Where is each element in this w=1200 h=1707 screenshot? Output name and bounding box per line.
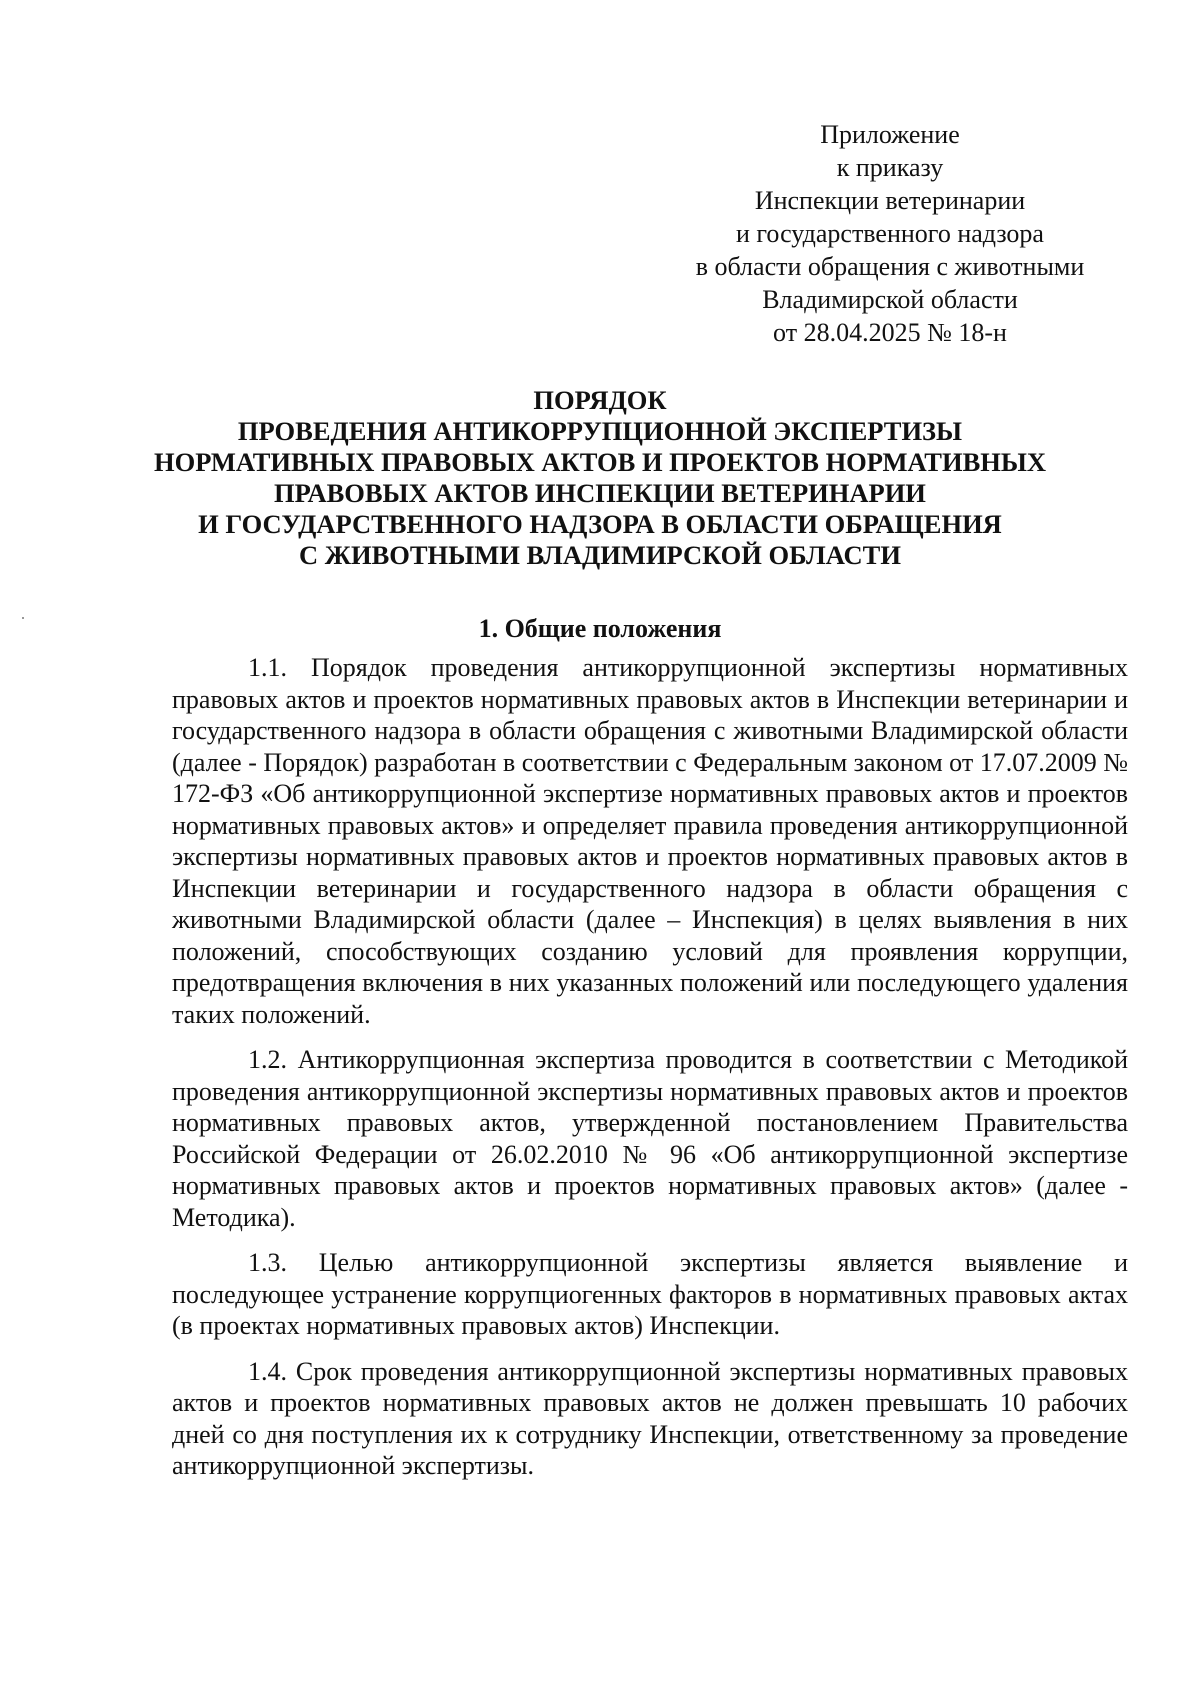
- appendix-line: Владимирской области: [762, 285, 1018, 314]
- appendix-line: от 28.04.2025 № 18-н: [773, 318, 1007, 347]
- paragraph-number: 1.4.: [248, 1356, 287, 1386]
- title-line: ПРАВОВЫХ АКТОВ ИНСПЕКЦИИ ВЕТЕРИНАРИИ: [274, 478, 926, 508]
- paragraph-text: Срок проведения антикоррупционной экспертизы нормативных правовых актов и проектов нормативных правовых актов не должен превышать 10 рабочих дней со дня поступления их к сотруднику Инспекции, ответственному за проведение антикоррупционной экспертизы.: [172, 1356, 1128, 1480]
- document-title: [130, 385, 1070, 571]
- scan-speck: [22, 617, 24, 619]
- appendix-line: и государственного надзора: [736, 219, 1044, 248]
- appendix-line: Приложение: [820, 120, 960, 149]
- title-line: И ГОСУДАРСТВЕННОГО НАДЗОРА В ОБЛАСТИ ОБРАЩЕНИЯ: [198, 509, 1002, 539]
- paragraph-1-2: [172, 1044, 1128, 1233]
- paragraph-text: Порядок проведения антикоррупционной экспертизы нормативных правовых актов и проектов нормативных правовых актов в Инспекции ветеринарии и государственного надзора в области обращения с животными Владимирской области (далее - Порядок) разработан в соответствии с Федеральным законом от 17.07.2009 № 172-ФЗ «Об антикоррупционной экспертизе нормативных правовых актов и проектов нормативных правовых актов» и определяет правила проведения антикоррупционной экспертизы нормативных правовых актов и проектов нормативных правовых актов в Инспекции ветеринарии и государственного надзора в области обращения с животными Владимирской области (далее – Инспекция) в целях выявления в них положений, способствующих созданию условий для проявления коррупции, предотвращения включения в них указанных положений или последующего удаления таких положений.: [172, 653, 1129, 1029]
- section-body: [172, 652, 1128, 1496]
- title-line: НОРМАТИВНЫХ ПРАВОВЫХ АКТОВ И ПРОЕКТОВ НОРМАТИВНЫХ: [153, 447, 1047, 477]
- paragraph-1-4: [172, 1356, 1128, 1482]
- appendix-line: Инспекции ветеринарии: [754, 186, 1026, 215]
- paragraph-1-1: [172, 652, 1128, 1030]
- paragraph-number: 1.1.: [248, 653, 287, 682]
- paragraph-text: Антикоррупционная экспертиза проводится в соответствии с Методикой проведения антикоррупционной экспертизы нормативных правовых актов и проектов нормативных правовых актов, утвержденной постановлением Правительства Российской Федерации от 26.02.2010 № 96 «Об антикоррупционной экспертизе нормативных правовых актов и проектов нормативных правовых актов» (далее - Методика).: [172, 1045, 1129, 1232]
- paragraph-number: 1.2.: [248, 1045, 287, 1074]
- appendix-block: [640, 118, 1140, 349]
- title-line: С ЖИВОТНЫМИ ВЛАДИМИРСКОЙ ОБЛАСТИ: [299, 540, 901, 570]
- paragraph-text: Целью антикоррупционной экспертизы является выявление и последующее устранение коррупциогенных факторов в нормативных правовых актах (в проектах нормативных правовых актов) Инспекции.: [172, 1248, 1129, 1340]
- title-line: ПРОВЕДЕНИЯ АНТИКОРРУПЦИОННОЙ ЭКСПЕРТИЗЫ: [237, 416, 963, 446]
- appendix-line: к приказу: [836, 153, 944, 182]
- appendix-line: в области обращения с животными: [695, 252, 1085, 281]
- section-heading: 1. Общие положения: [478, 614, 722, 643]
- paragraph-1-3: [172, 1247, 1128, 1342]
- title-line: ПОРЯДОК: [533, 385, 667, 415]
- paragraph-number: 1.3.: [248, 1248, 287, 1277]
